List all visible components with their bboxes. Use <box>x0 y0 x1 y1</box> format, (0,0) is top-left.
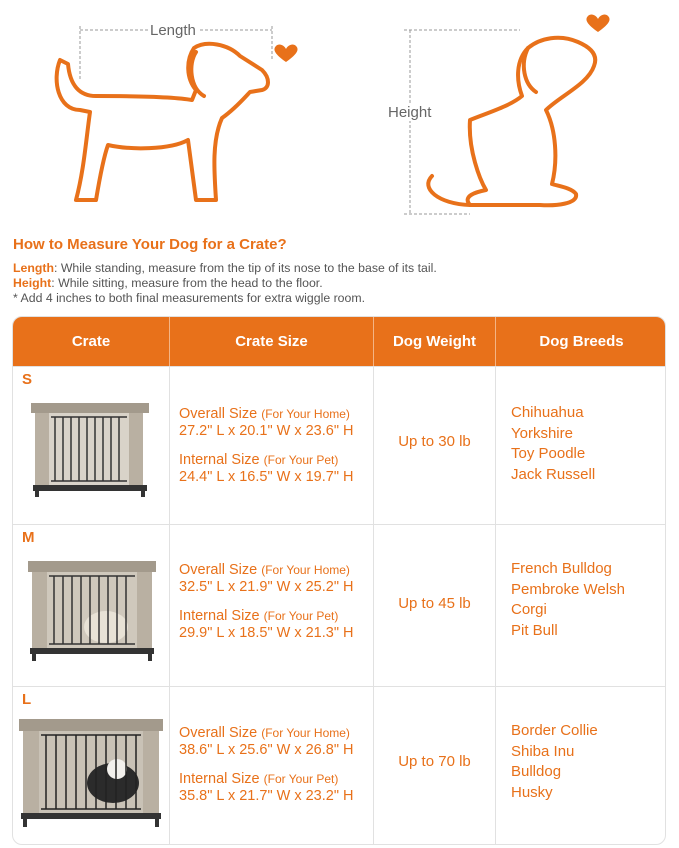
heart-icon <box>586 15 609 32</box>
sitting-dog-icon <box>468 38 596 205</box>
crate-cell <box>13 525 170 686</box>
breeds-list: Border Collie Shiba Inu Bulldog Husky <box>511 722 598 801</box>
height-instruction: Height: While sitting, measure from the head to the floor. <box>13 276 323 290</box>
crate-size-cell <box>170 687 374 845</box>
dog-breeds-cell <box>496 367 666 524</box>
crate-size-cell <box>170 367 374 524</box>
height-label: Height <box>388 104 432 121</box>
table-row <box>13 524 665 686</box>
heart-icon <box>274 45 297 62</box>
dog-weight-cell <box>374 687 496 845</box>
length-label: Length <box>150 22 196 39</box>
medium-crate-image <box>26 555 158 661</box>
size-letter: L <box>22 691 32 708</box>
table-row <box>13 686 665 845</box>
overall-size: Overall Size (For Your Home) 27.2" L x 20.1" W x 23.6" H <box>179 406 354 439</box>
dog-weight-cell <box>374 525 496 686</box>
dog-weight-cell <box>374 367 496 524</box>
breeds-list: Chihuahua Yorkshire Toy Poodle Jack Russell <box>511 404 596 483</box>
header-crate-size: Crate Size <box>170 317 374 366</box>
header-dog-breeds: Dog Breeds <box>539 333 624 350</box>
large-crate-image <box>17 713 165 827</box>
section-title: How to Measure Your Dog for a Crate? <box>13 236 287 253</box>
breeds-list: French Bulldog Pembroke Welsh Corgi Pit Bull <box>511 560 625 639</box>
dog-breeds-cell <box>496 525 666 686</box>
size-letter: M <box>22 529 35 546</box>
crate-size-cell <box>170 525 374 686</box>
weight-value: Up to 30 lb <box>398 433 471 450</box>
standing-dog-icon <box>57 44 268 200</box>
crate-size-table <box>12 316 666 845</box>
measurement-diagrams <box>0 0 679 230</box>
length-instruction: Length: While standing, measure from the tip of its nose to the base of its tail. <box>13 261 437 275</box>
dog-outline-illustrations <box>0 0 679 230</box>
header-crate: Crate <box>13 317 170 366</box>
weight-value: Up to 70 lb <box>398 753 471 770</box>
small-crate-image <box>29 397 151 497</box>
overall-size: Overall Size (For Your Home) 32.5" L x 21.9" W x 25.2" H <box>179 562 354 595</box>
header-dog-weight: Dog Weight <box>374 317 496 366</box>
internal-size: Internal Size (For Your Pet) 24.4" L x 16.5" W x 19.7" H <box>179 452 354 485</box>
crate-cell <box>13 687 170 845</box>
crate-cell <box>13 367 170 524</box>
overall-size: Overall Size (For Your Home) 38.6" L x 25.6" W x 26.8" H <box>179 725 354 758</box>
dog-breeds-cell <box>496 687 666 845</box>
table-row <box>13 366 665 524</box>
table-header <box>13 317 665 366</box>
internal-size: Internal Size (For Your Pet) 29.9" L x 18.5" W x 21.3" H <box>179 608 354 641</box>
internal-size: Internal Size (For Your Pet) 35.8" L x 21.7" W x 23.2" H <box>179 771 354 804</box>
measure-instructions <box>13 236 673 306</box>
wiggle-room-note: * Add 4 inches to both final measurements for extra wiggle room. <box>13 291 366 305</box>
weight-value: Up to 45 lb <box>398 595 471 612</box>
size-letter: S <box>22 371 33 388</box>
